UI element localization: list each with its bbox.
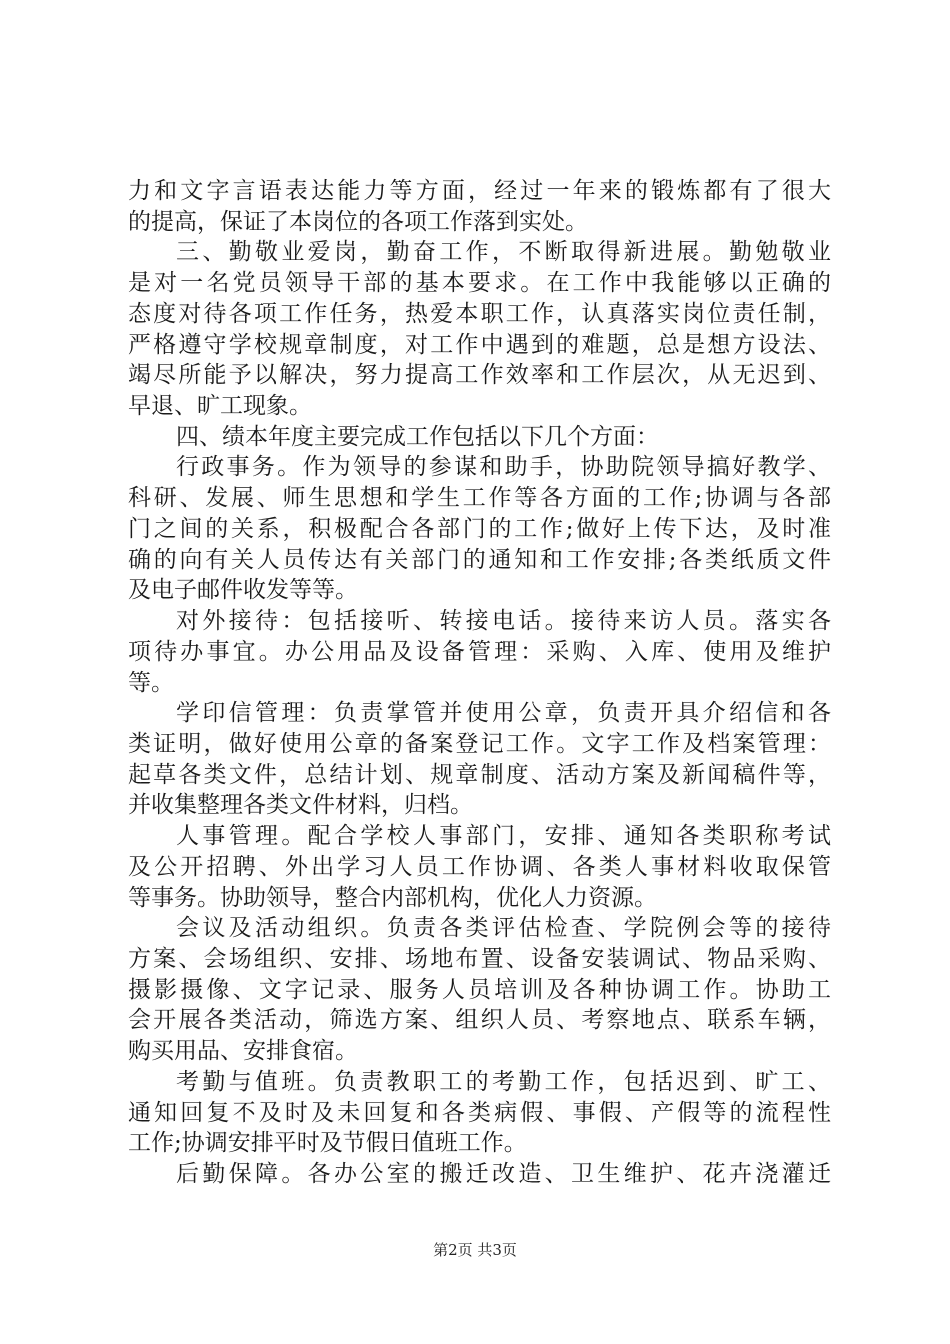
text-line: 项待办事宜。办公用品及设备管理：采购、入库、使用及维护 [128,638,831,665]
text-line: 及公开招聘、外出学习人员工作协调、各类人事材料收取保管 [128,853,831,880]
text-line: 通知回复不及时及未回复和各类病假、事假、产假等的流程性 [128,1099,831,1126]
text-line: 的提高，保证了本岗位的各项工作落到实处。 [128,208,588,235]
text-line: 力和文字言语表达能力等方面，经过一年来的锻炼都有了很大 [128,178,831,204]
text-line: 四、绩本年度主要完成工作包括以下几个方面： [176,423,659,450]
text-line: 摄影摄像、文字记录、服务人员培训及各种协调工作。协助工 [128,976,831,1003]
text-line: 及电子邮件收发等等。 [128,577,358,604]
paragraph [128,176,831,237]
paragraph [128,1159,831,1190]
page-footer: 第2页 共3页 [433,1241,517,1259]
text-line: 是对一名党员领导干部的基本要求。在工作中我能够以正确的 [128,270,831,297]
document-body [128,176,831,1190]
text-line: 门之间的关系，积极配合各部门的工作;做好上传下达，及时准 [128,515,831,542]
text-line: 起草各类文件，总结计划、规章制度、活动方案及新闻稿件等， [128,761,831,788]
paragraph [128,606,831,698]
paragraph [128,422,831,453]
text-line: 行政事务。作为领导的参谋和助手，协助院领导搞好教学、 [176,454,831,481]
text-line: 学印信管理：负责掌管并使用公章，负责开具介绍信和各 [176,700,831,727]
text-line: 会开展各类活动，筛选方案、组织人员、考察地点、联系车辆， [128,1007,831,1034]
paragraph [128,237,831,421]
paragraph [128,698,831,821]
text-line: 科研、发展、师生思想和学生工作等各方面的工作;协调与各部 [128,485,831,512]
text-line: 早退、旷工现象。 [128,393,312,420]
text-line: 对外接待：包括接听、转接电话。接待来访人员。落实各 [176,608,831,635]
text-line: 态度对待各项工作任务，热爱本职工作，认真落实岗位责任制， [128,300,831,327]
paragraph [128,913,831,1067]
text-line: 竭尽所能予以解决，努力提高工作效率和工作层次，从无迟到、 [128,362,831,389]
paragraph [128,821,831,913]
text-line: 后勤保障。各办公室的搬迁改造、卫生维护、花卉浇灌迁 [176,1161,831,1187]
text-line: 确的向有关人员传达有关部门的通知和工作安排;各类纸质文件 [128,546,831,573]
text-line: 等事务。协助领导，整合内部机构，优化人力资源。 [128,884,657,911]
text-line: 方案、会场组织、安排、场地布置、设备安装调试、物品采购、 [128,945,831,972]
paragraph [128,452,831,606]
text-line: 会议及活动组织。负责各类评估检查、学院例会等的接待 [176,915,831,942]
paragraph [128,1067,831,1159]
text-line: 严格遵守学校规章制度，对工作中遇到的难题，总是想方设法、 [128,331,831,358]
text-line: 类证明，做好使用公章的备案登记工作。文字工作及档案管理： [128,730,831,757]
text-line: 购买用品、安排食宿。 [128,1038,358,1065]
text-line: 工作;协调安排平时及节假日值班工作。 [128,1130,527,1157]
text-line: 三、勤敬业爱岗，勤奋工作，不断取得新进展。勤勉敬业 [176,239,831,266]
text-line: 人事管理。配合学校人事部门，安排、通知各类职称考试 [176,823,831,850]
text-line: 等。 [128,669,174,696]
text-line: 考勤与值班。负责教职工的考勤工作，包括迟到、旷工、 [176,1068,831,1095]
text-line: 并收集整理各类文件材料，归档。 [128,792,473,819]
